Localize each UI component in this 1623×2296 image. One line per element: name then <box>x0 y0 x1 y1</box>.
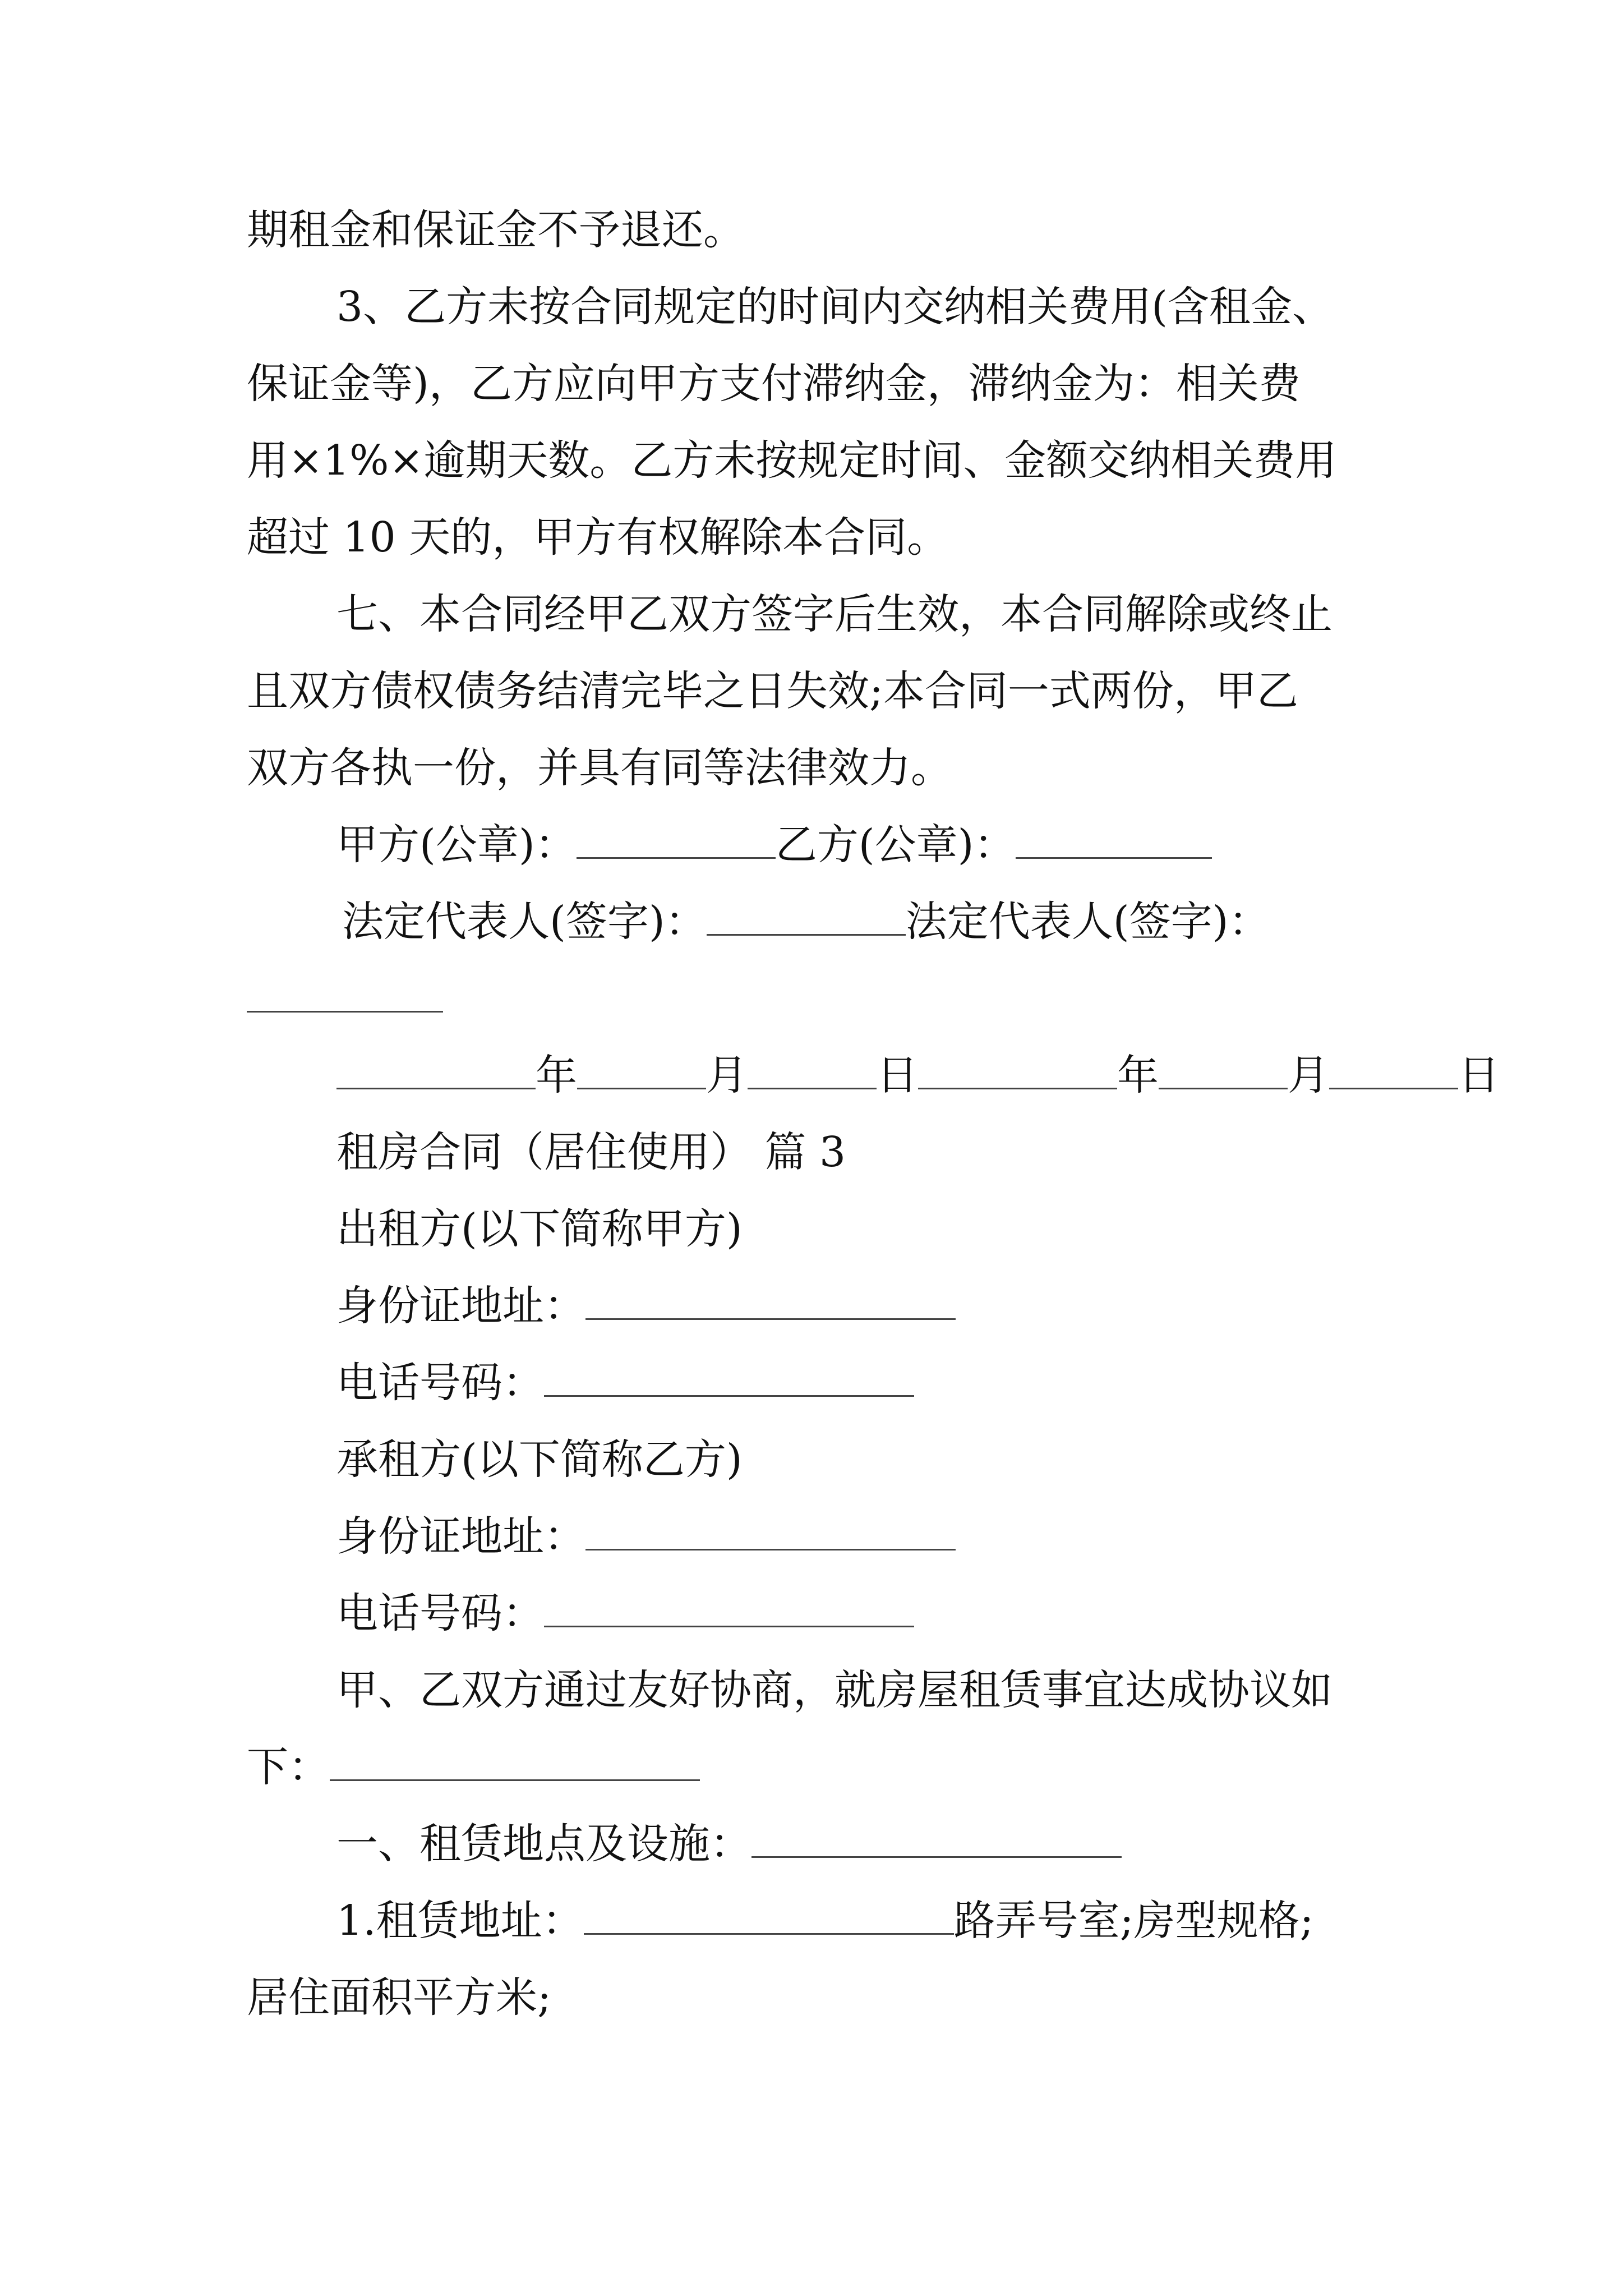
lessee-id-address-blank[interactable] <box>585 1515 956 1550</box>
text-line: 用×1%×逾期天数。乙方未按规定时间、金额交纳相关费用 <box>247 436 1337 485</box>
lessee-phone-line <box>336 1585 914 1641</box>
lessor-id-address-line <box>336 1278 956 1334</box>
rep-b-label: 法定代表人(签字)： <box>905 898 1270 946</box>
representative-line <box>342 894 1270 950</box>
text-line: 甲、乙双方通过友好协商，就房屋租赁事宜达成协议如 <box>336 1666 1332 1714</box>
lessee-phone-blank[interactable] <box>544 1592 914 1627</box>
text-line: 双方各执一份，并具有同等法律效力。 <box>247 744 952 792</box>
party-a-seal-label: 甲方(公章)： <box>336 821 577 869</box>
lessor-phone-label: 电话号码： <box>336 1359 544 1407</box>
date-a-month: 月 <box>706 1051 748 1099</box>
below-label: 下： <box>247 1743 330 1791</box>
lease-address-blank[interactable] <box>584 1899 954 1935</box>
lease-address-line <box>336 1893 1313 1949</box>
lessor-phone-blank[interactable] <box>544 1361 914 1397</box>
date-b-day-blank[interactable] <box>1329 1054 1458 1089</box>
text-line: 超过 10 天的，甲方有权解除本合同。 <box>247 513 949 562</box>
lessee-label: 承租方(以下简称乙方) <box>336 1435 743 1484</box>
party-a-seal-blank[interactable] <box>577 823 776 859</box>
lessee-phone-label: 电话号码： <box>336 1589 544 1637</box>
text-line: 保证金等)，乙方应向甲方支付滞纳金，滞纳金为：相关费 <box>247 360 1301 408</box>
lessor-label: 出租方(以下简称甲方) <box>336 1205 743 1253</box>
date-line <box>336 1047 1500 1103</box>
text-line: 期租金和保证金不予退还。 <box>247 206 745 254</box>
date-a-day-blank[interactable] <box>748 1054 877 1089</box>
lease-location-label: 一、租赁地点及设施： <box>336 1820 751 1868</box>
lessee-id-address-label: 身份证地址： <box>336 1512 585 1561</box>
date-b-year-blank[interactable] <box>918 1054 1117 1089</box>
party-b-seal-blank[interactable] <box>1016 823 1212 859</box>
date-a-year-blank[interactable] <box>336 1054 536 1089</box>
date-b-year: 年 <box>1117 1051 1159 1099</box>
rep-b-line <box>247 970 443 1027</box>
lessee-id-address-line <box>336 1508 956 1565</box>
text-line: 七、本合同经甲乙双方签字后生效，本合同解除或终止 <box>336 590 1332 638</box>
date-a-month-blank[interactable] <box>577 1054 706 1089</box>
agreement-line <box>247 1739 700 1795</box>
agreement-blank[interactable] <box>330 1746 700 1781</box>
rep-b-blank[interactable] <box>247 977 443 1013</box>
rep-a-label: 法定代表人(签字)： <box>342 898 707 946</box>
lease-location-line <box>336 1816 1122 1872</box>
seal-line <box>336 817 1212 873</box>
section-heading: 租房合同（居住使用） 篇 3 <box>336 1128 846 1176</box>
text-line: 且双方债权债务结清完毕之日失效;本合同一式两份，甲乙 <box>247 667 1298 715</box>
date-b-day: 日 <box>1458 1051 1500 1099</box>
text-line: 3、乙方未按合同规定的时间内交纳相关费用(含租金、 <box>336 283 1334 331</box>
lessor-id-address-label: 身份证地址： <box>336 1282 585 1330</box>
party-b-seal-label: 乙方(公章)： <box>775 821 1016 869</box>
lessor-phone-line <box>336 1355 914 1411</box>
text-line: 居住面积平方米; <box>247 1973 551 2022</box>
lease-address-suffix: 路弄号室;房型规格; <box>953 1897 1314 1945</box>
lease-location-blank[interactable] <box>751 1823 1122 1858</box>
rep-a-blank[interactable] <box>707 900 906 936</box>
date-a-year: 年 <box>536 1051 577 1099</box>
date-b-month: 月 <box>1288 1051 1329 1099</box>
lessor-id-address-blank[interactable] <box>585 1285 956 1320</box>
date-b-month-blank[interactable] <box>1159 1054 1288 1089</box>
lease-address-label: 1.租赁地址： <box>336 1897 584 1945</box>
date-a-day: 日 <box>877 1051 918 1099</box>
